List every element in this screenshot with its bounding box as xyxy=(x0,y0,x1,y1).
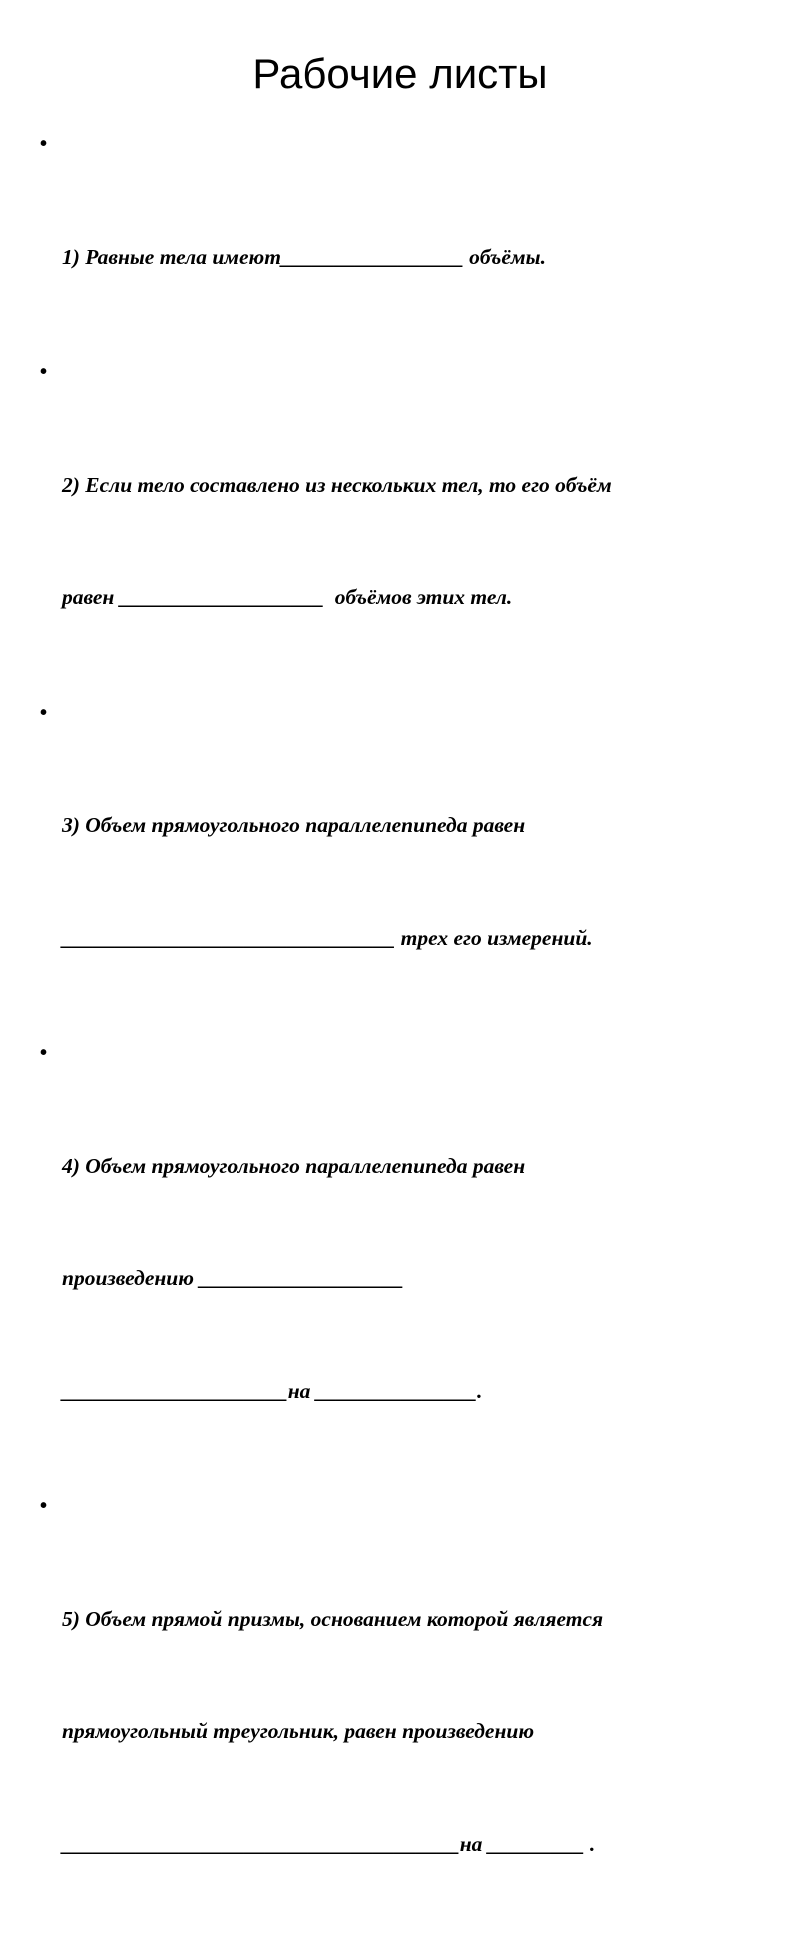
slide-title: Рабочие листы xyxy=(252,50,548,97)
exercise-list xyxy=(30,126,780,1941)
item-line: _______________________________ трех его измерений. xyxy=(62,925,593,950)
item-line: 5) Объем прямой призмы, основанием которой является xyxy=(62,1606,604,1631)
list-item xyxy=(30,354,780,692)
item-line: 2) Если тело составлено из нескольких тел, то его объём xyxy=(62,472,612,497)
item-line: _____________________на _______________. xyxy=(62,1378,483,1403)
list-item xyxy=(30,126,780,351)
bullet-icon: • xyxy=(40,361,48,383)
item-line: произведению ___________________ xyxy=(62,1266,404,1290)
bullet-icon: • xyxy=(40,1042,48,1064)
item-line: 3) Объем прямоугольного параллелепипеда равен xyxy=(62,813,526,837)
bullet-icon: • xyxy=(40,1495,48,1517)
bullet-icon: • xyxy=(40,701,48,724)
item-line: равен ___________________ объёмов этих тел. xyxy=(62,585,513,609)
list-item xyxy=(30,1488,780,1938)
bullet-icon: • xyxy=(40,133,48,155)
item-line: 1) Равные тела имеют_________________ объёмы. xyxy=(62,244,546,269)
list-item xyxy=(30,695,780,1033)
item-line: _____________________________________на _________ . xyxy=(62,1831,596,1856)
item-line: 4) Объем прямоугольного параллелепипеда равен xyxy=(62,1153,526,1178)
item-line: прямоугольный треугольник, равен произведению xyxy=(62,1719,535,1743)
list-item xyxy=(30,1035,780,1485)
